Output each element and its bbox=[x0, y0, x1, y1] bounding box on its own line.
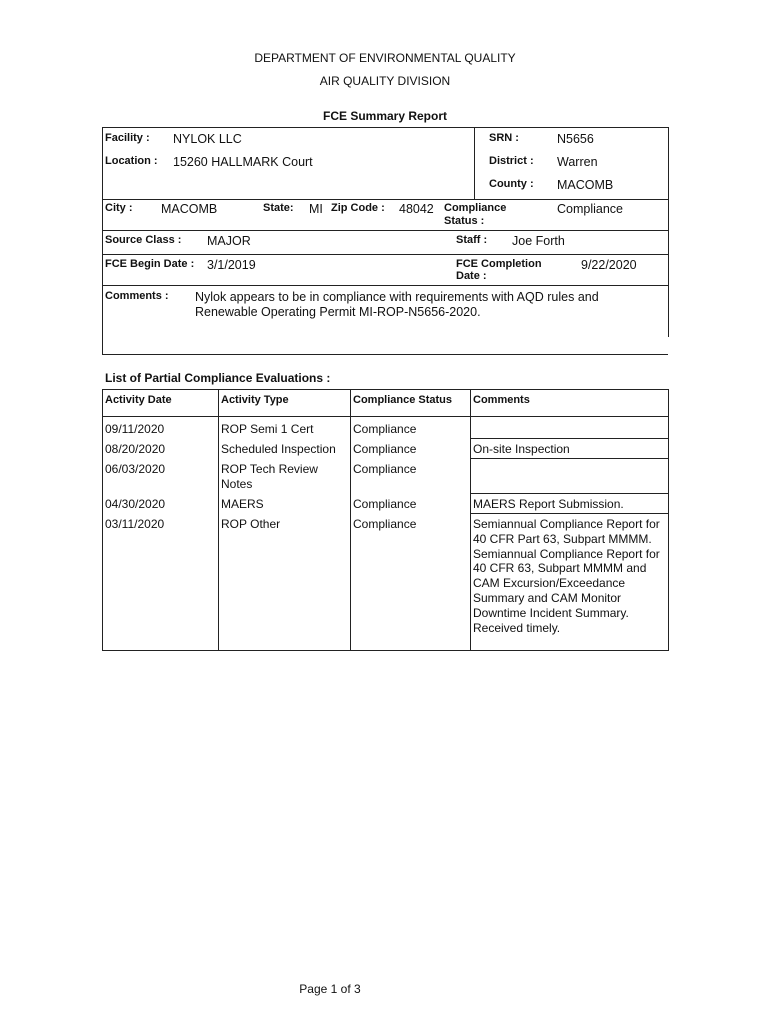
comments-cell: Semiannual Compliance Report for 40 CFR Part 63, Subpart MMMM. Semiannual Compliance Report for 40 CFR 63, Subpart MMMM and CAM Excursion/Exceedance Summary and CAM Monitor Downtime Incident Summary. Received timely. bbox=[473, 517, 660, 635]
compliance-status-value: Compliance bbox=[557, 202, 624, 216]
compliance-status-label-line2: Status : bbox=[444, 215, 485, 227]
activity-type-cell: Scheduled Inspection bbox=[221, 442, 336, 456]
column-header-compliance-status: Compliance Status bbox=[353, 394, 453, 406]
facility-value: NYLOK LLC bbox=[173, 132, 242, 146]
comments-cell: On-site Inspection bbox=[473, 442, 570, 456]
state-value: MI bbox=[309, 202, 323, 216]
city-value: MACOMB bbox=[161, 202, 218, 216]
activity-date-cell: 06/03/2020 bbox=[105, 462, 166, 476]
activity-date-cell: 04/30/2020 bbox=[105, 497, 166, 511]
comments-value: Nylok appears to be in compliance with requirements with AQD rules and Renewable Operating Permit MI-ROP-N5656-2020. bbox=[195, 290, 599, 319]
page-number: Page 1 of 3 bbox=[299, 982, 361, 996]
activity-type-cell: ROP Semi 1 Cert bbox=[221, 422, 314, 436]
compliance-status-cell: Compliance bbox=[353, 462, 417, 476]
compliance-status-cell: Compliance bbox=[353, 497, 417, 511]
activity-date-cell: 09/11/2020 bbox=[105, 422, 165, 436]
location-label: Location : bbox=[105, 155, 158, 167]
activity-date-cell: 08/20/2020 bbox=[105, 442, 166, 456]
division-heading: AIR QUALITY DIVISION bbox=[319, 74, 451, 88]
comments-cell: MAERS Report Submission. bbox=[473, 497, 624, 511]
district-value: Warren bbox=[557, 155, 598, 169]
source-class-label: Source Class : bbox=[105, 234, 182, 246]
compliance-status-label-line1: Compliance bbox=[444, 202, 507, 214]
city-label: City : bbox=[105, 202, 133, 214]
activity-type-cell: MAERS bbox=[221, 497, 264, 511]
state-label: State: bbox=[263, 202, 294, 214]
fce-begin-date-label: FCE Begin Date : bbox=[105, 258, 195, 270]
location-value: 15260 HALLMARK Court bbox=[173, 155, 313, 169]
staff-value: Joe Forth bbox=[512, 234, 565, 248]
zip-label: Zip Code : bbox=[331, 202, 385, 214]
zip-value: 48042 bbox=[399, 202, 434, 216]
activity-date-cell: 03/11/2020 bbox=[105, 517, 165, 531]
facility-label: Facility : bbox=[105, 132, 150, 144]
column-header-activity-date: Activity Date bbox=[105, 394, 172, 406]
compliance-status-cell: Compliance bbox=[353, 422, 417, 436]
compliance-status-cell: Compliance bbox=[353, 442, 417, 456]
department-heading: DEPARTMENT OF ENVIRONMENTAL QUALITY bbox=[254, 51, 516, 65]
srn-value: N5656 bbox=[557, 132, 594, 146]
fce-completion-label-line1: FCE Completion bbox=[456, 258, 542, 270]
comments-label: Comments : bbox=[105, 290, 169, 302]
evaluations-section-title: List of Partial Compliance Evaluations : bbox=[105, 371, 331, 385]
county-value: MACOMB bbox=[557, 178, 614, 192]
srn-label: SRN : bbox=[489, 132, 519, 144]
staff-label: Staff : bbox=[456, 234, 488, 246]
column-header-comments: Comments bbox=[473, 394, 530, 406]
activity-type-cell: ROP Tech Review Notes bbox=[221, 462, 318, 491]
column-header-activity-type: Activity Type bbox=[221, 394, 289, 406]
county-label: County : bbox=[489, 178, 534, 190]
fce-completion-label-line2: Date : bbox=[456, 270, 487, 282]
activity-type-cell: ROP Other bbox=[221, 517, 281, 531]
compliance-status-cell: Compliance bbox=[353, 517, 417, 531]
fce-begin-date-value: 3/1/2019 bbox=[207, 258, 256, 272]
report-title: FCE Summary Report bbox=[322, 109, 448, 123]
fce-completion-date-value: 9/22/2020 bbox=[581, 258, 637, 272]
source-class-value: MAJOR bbox=[207, 234, 251, 248]
district-label: District : bbox=[489, 155, 534, 167]
